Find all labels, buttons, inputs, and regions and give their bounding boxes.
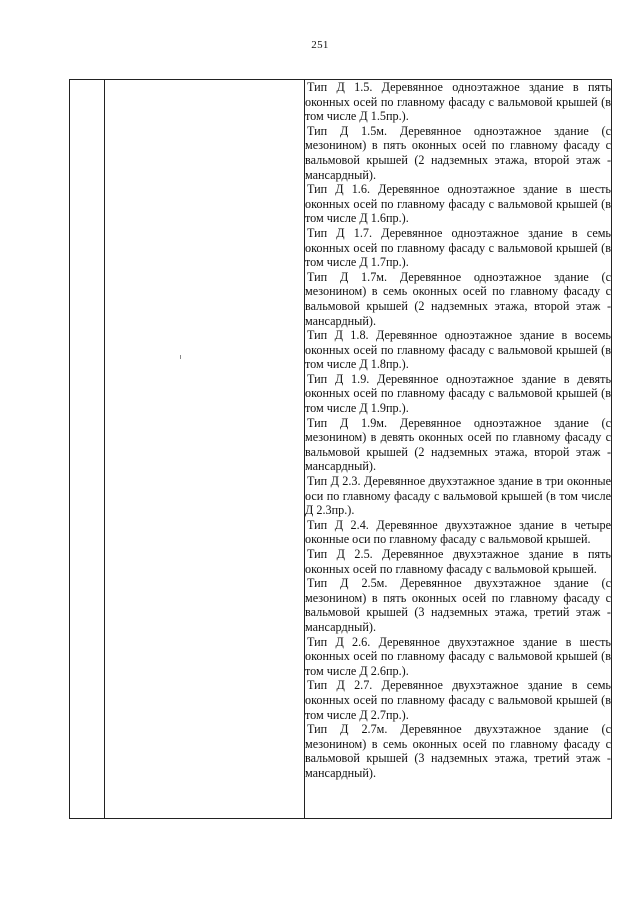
page-number: 251 [311,39,329,51]
building-type-entry: Тип Д 2.5м. Деревянное двухэтажное здание (с мезонином) в пять оконных осей по главному фасаду с вальмовой крышей (3 надземных этажа, третий этаж - мансардный). [305,576,611,634]
building-type-entry: Тип Д 1.6. Деревянное одноэтажное здание в шесть оконных осей по главному фасаду с вальмовой крышей (в том числе Д 1.6пр.). [305,182,611,226]
building-type-entry: Тип Д 2.5. Деревянное двухэтажное здание в пять оконных осей по главному фасаду с вальмовой крышей. [305,547,611,576]
building-type-entry: Тип Д 2.3. Деревянное двухэтажное здание в три оконные оси по главному фасаду с вальмовой крышей (в том числе Д 2.3пр.). [305,474,611,518]
table-cell-name [105,80,305,819]
building-type-entry: Тип Д 2.6. Деревянное двухэтажное здание в шесть оконных осей по главному фасаду с вальмовой крышей (в том числе Д 2.6пр.). [305,634,611,678]
table-cell-description [305,80,612,819]
building-type-entry: Тип Д 2.4. Деревянное двухэтажное здание в четыре оконные оси по главному фасаду с вальмовой крышей. [305,517,611,547]
building-type-entry: Тип Д 1.5м. Деревянное одноэтажное здание (с мезонином) в пять оконных осей по главному фасаду с вальмовой крышей (2 надземных этажа, второй этаж - мансардный). [305,123,611,182]
building-type-entry: Тип Д 2.7. Деревянное двухэтажное здание в семь оконных осей по главному фасаду с вальмовой крышей (в том числе Д 2.7пр.). [305,678,611,722]
table-cell-index [70,80,105,819]
building-type-entry: Тип Д 1.7м. Деревянное одноэтажное здание (с мезонином) в семь оконных осей по главному фасаду с вальмовой крышей (2 надземных этажа, второй этаж - мансардный). [305,269,611,328]
building-type-entry: Тип Д 1.8. Деревянное одноэтажное здание в восемь оконных осей по главному фасаду с вальмовой крышей (в том числе Д 1.8пр.). [305,328,611,372]
building-type-entry: Тип Д 1.5. Деревянное одноэтажное здание в пять оконных осей по главному фасаду с вальмовой крышей (в том числе Д 1.5пр.). [305,80,611,124]
building-type-entry: Тип Д 1.9. Деревянное одноэтажное здание в девять оконных осей по главному фасаду с вальмовой крышей (в том числе Д 1.9пр.). [305,371,611,416]
table-row [70,80,612,819]
building-type-entry: Тип Д 2.7м. Деревянное двухэтажное здание (с мезонином) в семь оконных осей по главному фасаду с вальмовой крышей (3 надземных этажа, третий этаж - мансардный). [305,722,611,780]
building-type-entry: Тип Д 1.7. Деревянное одноэтажное здание в семь оконных осей по главному фасаду с вальмовой крышей (в том числе Д 1.7пр.). [305,225,611,270]
building-type-entry: Тип Д 1.9м. Деревянное одноэтажное здание (с мезонином) в девять оконных осей по главному фасаду с вальмовой крышей (2 надземных этажа, второй этаж - мансардный). [305,415,611,474]
scan-speck [180,355,181,359]
building-types-table [69,79,612,819]
